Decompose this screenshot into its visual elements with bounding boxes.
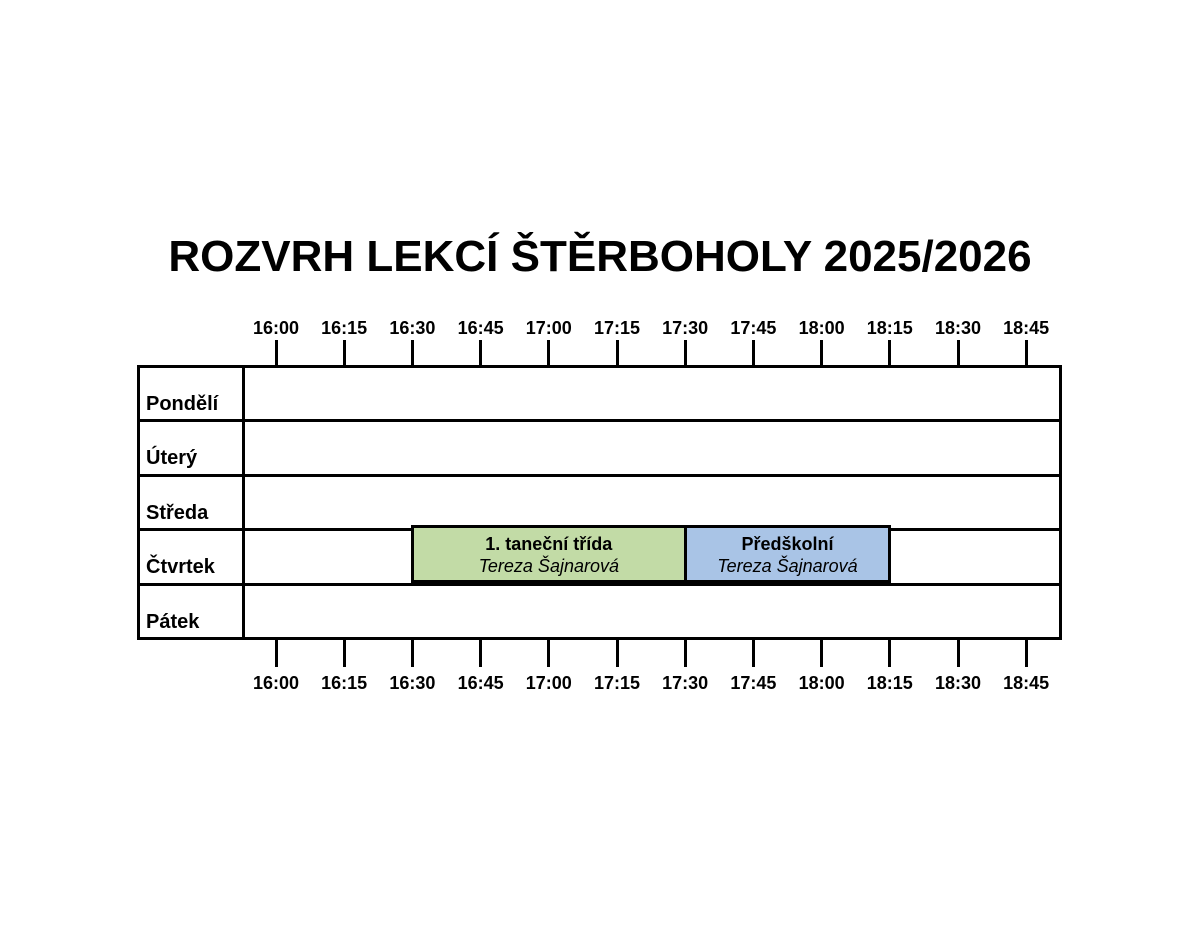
time-tick-bottom [547, 640, 550, 667]
time-tick-bottom [411, 640, 414, 667]
day-label: Pátek [146, 610, 200, 633]
time-label-bottom: 16:45 [457, 673, 504, 693]
day-label: Pondělí [146, 393, 219, 415]
time-label-bottom: 16:30 [389, 673, 436, 693]
row-divider [140, 419, 1059, 422]
day-label: Úterý [146, 447, 198, 470]
time-tick-top [411, 340, 414, 365]
time-label-top: 16:30 [389, 318, 436, 338]
time-label-bottom: 18:15 [866, 673, 913, 693]
day-column-divider [242, 368, 245, 637]
time-label-top: 18:15 [866, 318, 913, 338]
time-tick-top [275, 340, 278, 365]
schedule-grid [137, 365, 1062, 640]
time-label-top: 16:45 [457, 318, 504, 338]
time-tick-top [888, 340, 891, 365]
time-tick-bottom [1025, 640, 1028, 667]
time-label-top: 17:45 [730, 318, 777, 338]
time-tick-top [820, 340, 823, 365]
row-divider [140, 583, 1059, 586]
time-label-top: 17:30 [662, 318, 709, 338]
time-label-bottom: 17:00 [525, 673, 572, 693]
time-tick-top [343, 340, 346, 365]
time-tick-top [752, 340, 755, 365]
time-label-top: 17:15 [593, 318, 641, 338]
day-label: Čtvrtek [146, 556, 215, 579]
time-tick-bottom [275, 640, 278, 667]
lesson-block[interactable] [684, 525, 892, 582]
time-tick-bottom [684, 640, 687, 667]
time-tick-bottom [820, 640, 823, 667]
time-label-bottom: 16:00 [252, 673, 300, 693]
time-tick-bottom [343, 640, 346, 667]
row-divider [140, 474, 1059, 477]
time-tick-top [957, 340, 960, 365]
time-label-top: 18:45 [1003, 318, 1050, 338]
time-label-bottom: 16:15 [321, 673, 368, 693]
time-tick-top [616, 340, 619, 365]
time-tick-bottom [957, 640, 960, 667]
time-label-bottom: 18:30 [934, 673, 982, 693]
time-tick-top [684, 340, 687, 365]
lesson-name: Předškolní [741, 534, 834, 555]
time-tick-bottom [888, 640, 891, 667]
day-label: Středa [146, 501, 209, 524]
time-label-bottom: 17:45 [730, 673, 777, 693]
time-label-top: 18:00 [798, 318, 845, 338]
time-label-top: 17:00 [525, 318, 572, 338]
lesson-teacher: Tereza Šajnarová [478, 556, 619, 577]
lesson-block[interactable] [411, 525, 687, 582]
time-tick-bottom [479, 640, 482, 667]
page-title: ROZVRH LEKCÍ ŠTĚRBOHOLY 2025/2026 [168, 232, 1032, 281]
time-tick-bottom [752, 640, 755, 667]
time-tick-top [547, 340, 550, 365]
lesson-name: 1. taneční třída [485, 534, 613, 555]
time-tick-top [1025, 340, 1028, 365]
time-label-bottom: 17:15 [593, 673, 641, 693]
time-label-top: 18:30 [934, 318, 982, 338]
time-label-bottom: 18:45 [1003, 673, 1050, 693]
time-label-top: 16:00 [252, 318, 300, 338]
time-tick-top [479, 340, 482, 365]
time-tick-bottom [616, 640, 619, 667]
time-label-top: 16:15 [321, 318, 368, 338]
time-label-bottom: 17:30 [662, 673, 709, 693]
time-label-bottom: 18:00 [798, 673, 845, 693]
lesson-teacher: Tereza Šajnarová [717, 556, 858, 577]
